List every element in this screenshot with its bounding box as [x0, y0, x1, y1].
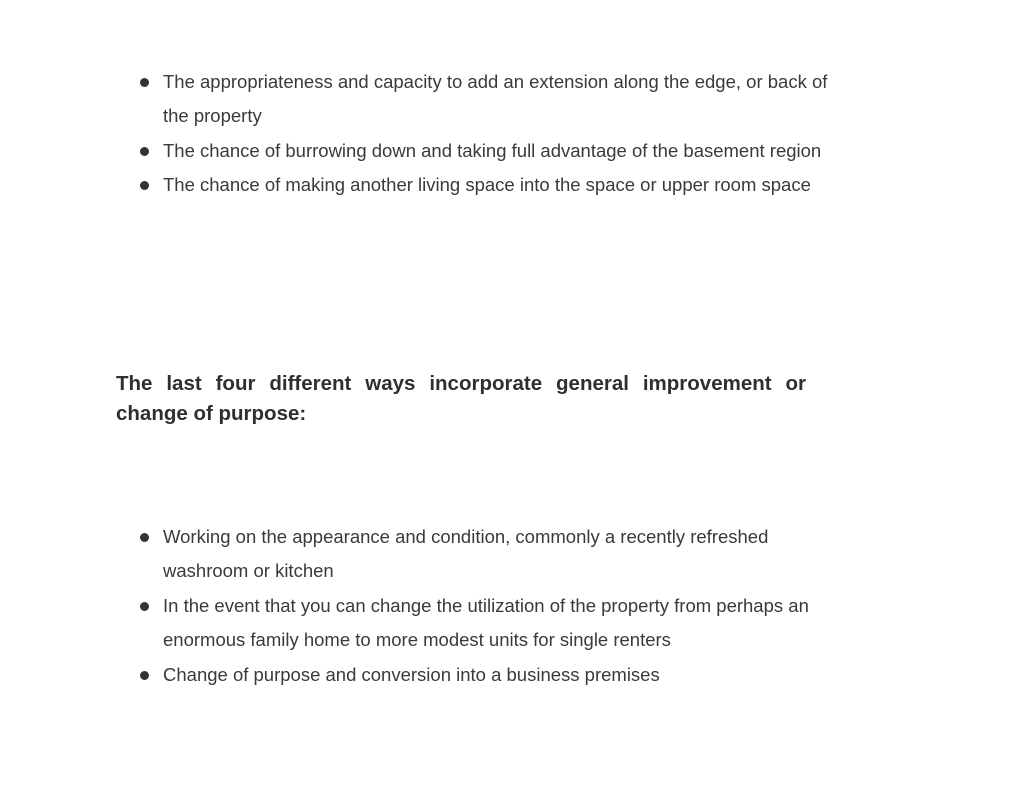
bullet-icon: [140, 181, 149, 190]
list-item-text: In the event that you can change the utilization of the property from perhaps an enormous family home to more modest units for single renters: [163, 594, 809, 651]
bullet-icon: [140, 671, 149, 680]
list-item: [137, 520, 837, 589]
list-item: [137, 168, 837, 202]
list-item-text: The appropriateness and capacity to add an extension along the edge, or back of the property: [163, 71, 828, 127]
bullet-icon: [140, 147, 149, 156]
list-item: [137, 134, 837, 168]
bullet-icon: [140, 602, 149, 611]
bullet-icon: [140, 533, 149, 542]
improvement-options-list: [137, 520, 837, 692]
list-item-text: Working on the appearance and condition, commonly a recently refreshed washroom or kitchen: [163, 526, 769, 582]
bullet-icon: [140, 78, 149, 87]
list-item: [137, 658, 837, 692]
section-heading: The last four different ways incorporate general improvement or change of purpose:: [116, 372, 806, 425]
list-item: [137, 65, 837, 134]
list-item-text: The chance of burrowing down and taking full advantage of the basement region: [163, 139, 822, 161]
list-item-text: Change of purpose and conversion into a business premises: [163, 663, 660, 685]
list-item: [137, 589, 837, 658]
list-item-text: The chance of making another living space into the space or upper room space: [163, 174, 811, 196]
extension-options-list: [137, 65, 837, 203]
